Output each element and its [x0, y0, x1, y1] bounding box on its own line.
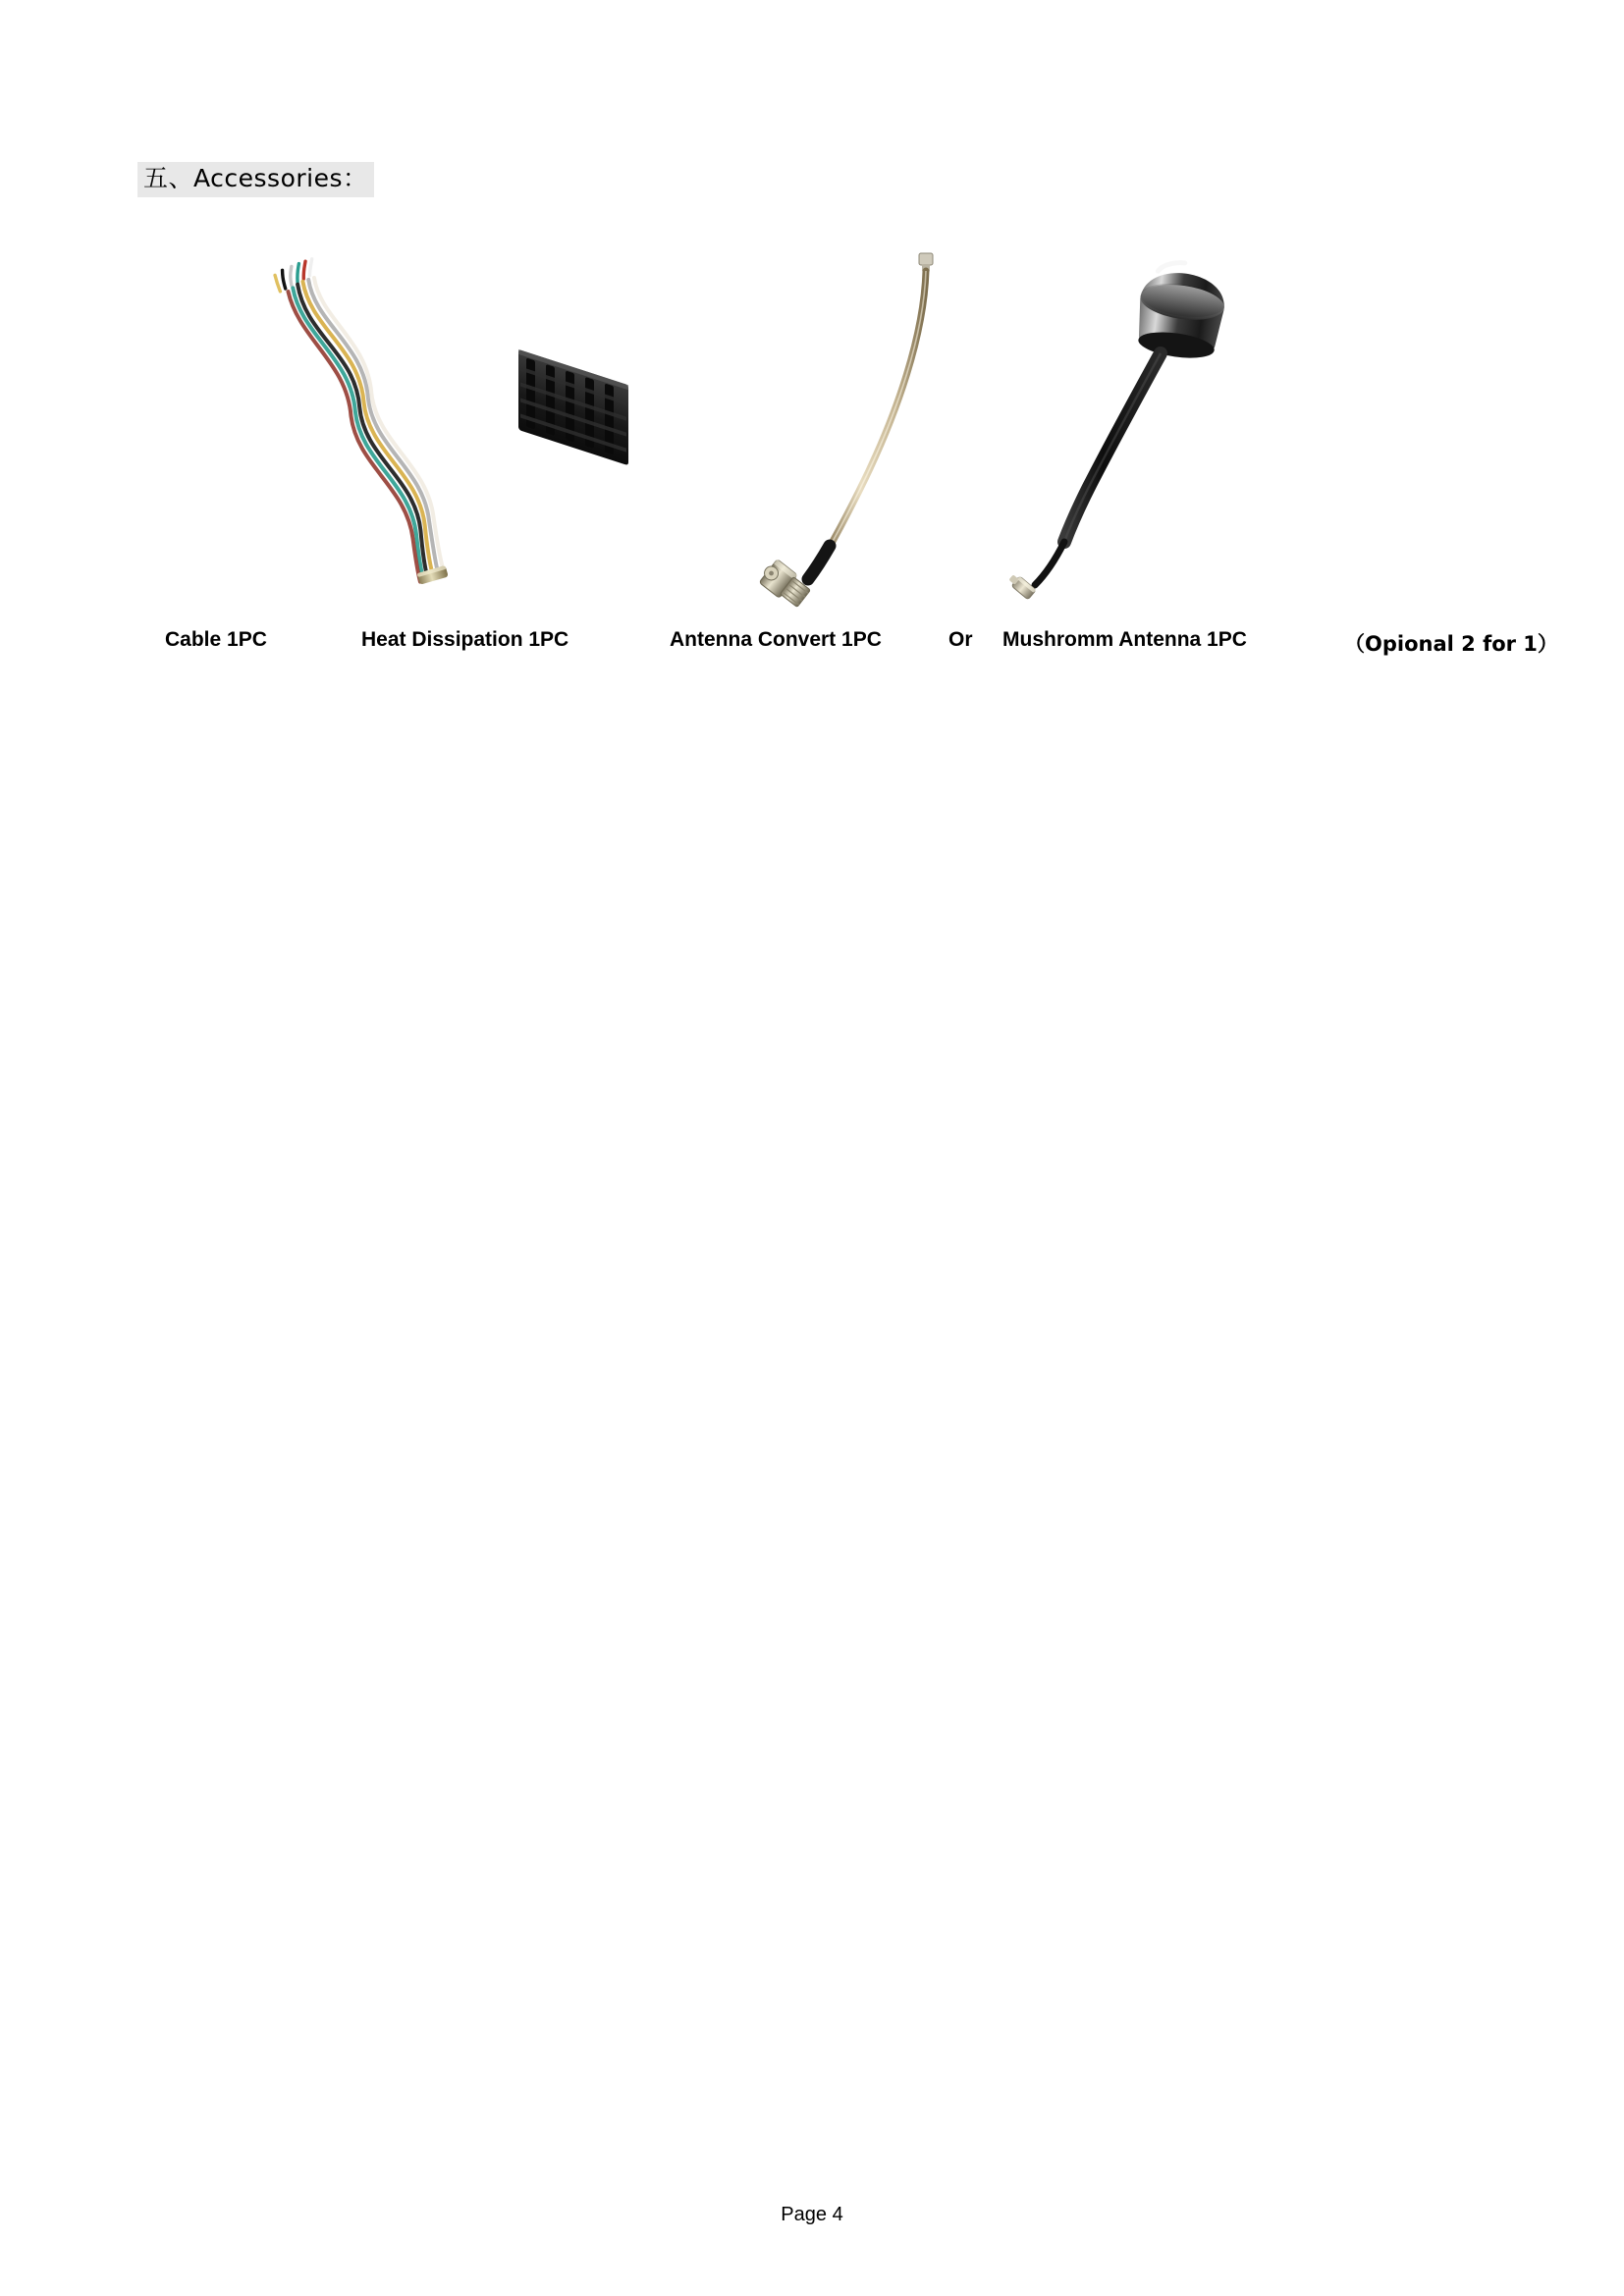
caption-heat-dissipation: Heat Dissipation 1PC [361, 628, 569, 651]
caption-mushroom-antenna: Mushromm Antenna 1PC [1002, 628, 1247, 651]
caption-or-separator: Or [948, 628, 973, 651]
cable-image [260, 245, 486, 599]
antenna-convert-image [731, 245, 997, 609]
mushroom-antenna-image [992, 236, 1316, 618]
cable-illustration [260, 245, 486, 599]
heatsink-illustration [501, 339, 658, 476]
caption-cable: Cable 1PC [165, 628, 267, 651]
mushroom-antenna-illustration [992, 236, 1316, 618]
section-heading: 五、Accessories： [137, 162, 374, 197]
heat-dissipation-image [501, 339, 658, 476]
caption-optional-note: （Opional 2 for 1） [1344, 632, 1558, 656]
accessories-image-row [147, 236, 1522, 628]
converter-illustration [731, 245, 997, 609]
page-footer: Page 4 [781, 2204, 843, 2225]
caption-antenna-convert: Antenna Convert 1PC [670, 628, 882, 651]
